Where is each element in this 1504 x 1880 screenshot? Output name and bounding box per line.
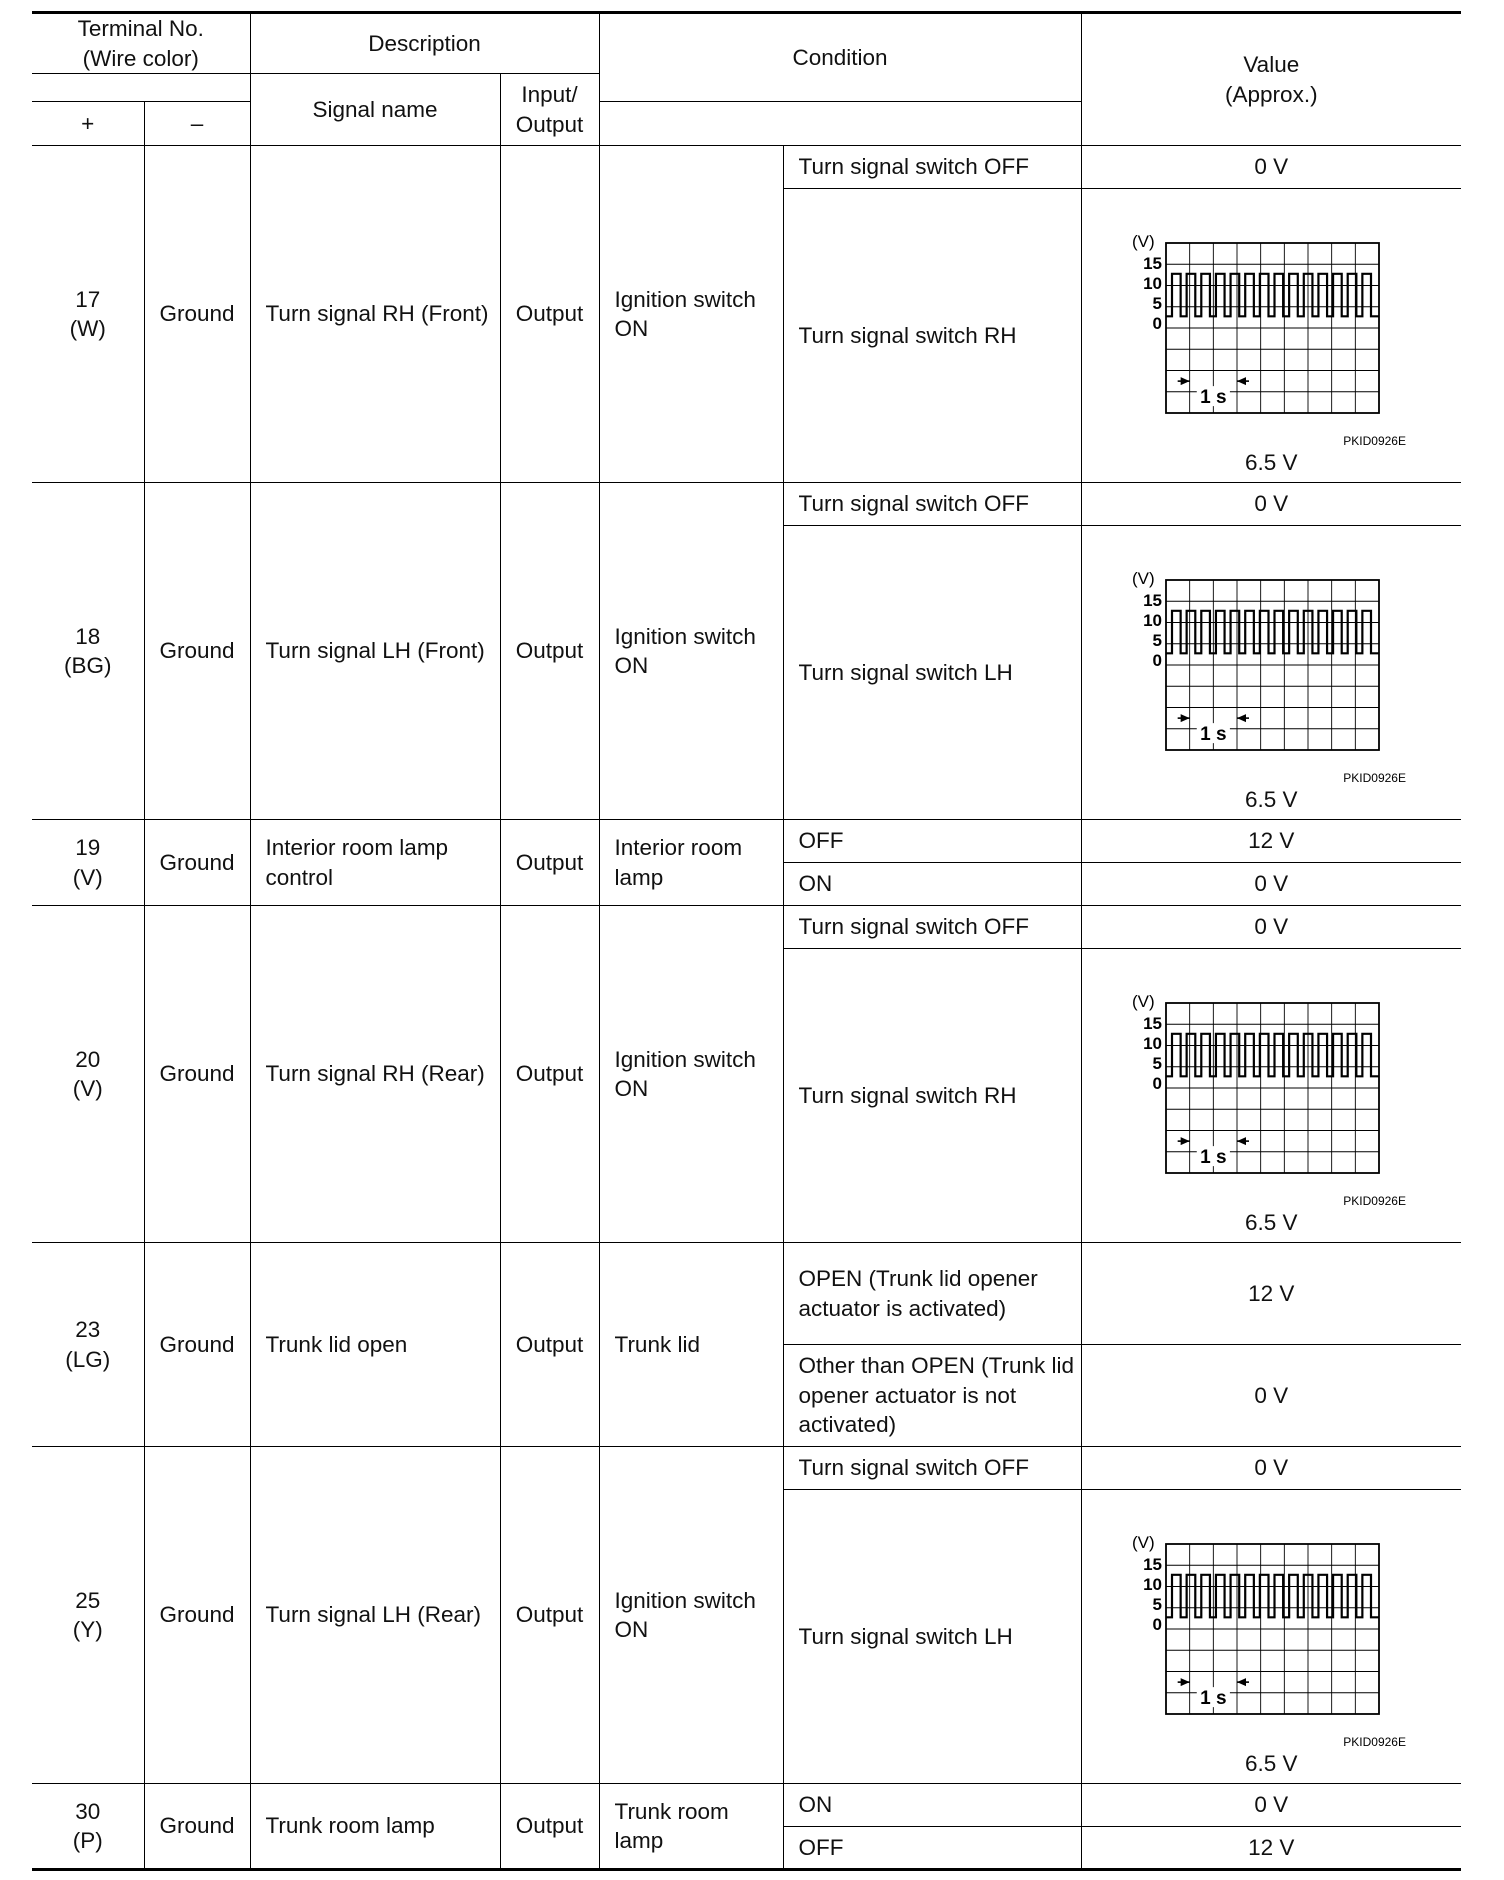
figure-id: PKID0926E: [1343, 1194, 1407, 1208]
wire-color: (P): [72, 1828, 103, 1853]
ground-cell: Ground: [144, 906, 250, 1243]
terminal-number: 25: [75, 1587, 101, 1613]
figure-id: PKID0926E: [1343, 771, 1407, 785]
plus-header: +: [32, 102, 144, 146]
condition-main-cell: Ignition switch ON: [599, 906, 783, 1243]
y-tick-label: 15: [1143, 591, 1163, 610]
value-text: 6.5 V: [1245, 1751, 1298, 1776]
terminal-cell: [32, 906, 144, 1243]
io-cell: Output: [500, 1784, 599, 1870]
condition-sub-cell: Turn signal switch RH: [783, 189, 1081, 483]
value-waveform-cell: [1081, 949, 1461, 1243]
io-cell: Output: [500, 483, 599, 820]
wire-color: (V): [72, 864, 103, 890]
value-cell: 12 V: [1081, 820, 1461, 863]
condition-main-cell: Trunk lid: [599, 1243, 783, 1447]
figure-id: PKID0926E: [1343, 434, 1407, 448]
value-cell: 0 V: [1081, 483, 1461, 526]
wire-color: (LG): [65, 1346, 111, 1372]
value-cell: 0 V: [1081, 863, 1461, 906]
ground-cell: Ground: [144, 1447, 250, 1784]
table-row: [32, 483, 1461, 526]
terminal-table: [32, 11, 1461, 1871]
terminal-number: 17: [75, 286, 101, 312]
y-tick-label: 10: [1143, 1034, 1163, 1053]
waveform-chart: [1126, 1534, 1416, 1756]
time-scale-label: 1 s: [1200, 1147, 1227, 1169]
y-tick-label: 15: [1143, 1555, 1163, 1574]
description-header: Description: [250, 13, 599, 74]
ground-cell: Ground: [144, 820, 250, 906]
terminal-no-header: Terminal No. (Wire color): [32, 13, 250, 74]
value-text: 6.5 V: [1245, 450, 1298, 475]
condition-sub-cell: Turn signal switch OFF: [783, 146, 1081, 189]
signal-name-cell: Trunk room lamp: [250, 1784, 500, 1870]
value-cell: 12 V: [1081, 1827, 1461, 1870]
ground-cell: Ground: [144, 483, 250, 820]
condition-sub-cell: Turn signal switch LH: [783, 526, 1081, 820]
value-waveform-cell: [1081, 526, 1461, 820]
table-row: [32, 1243, 1461, 1345]
signal-name-cell: Turn signal LH (Rear): [250, 1447, 500, 1784]
signal-name-cell: Turn signal RH (Rear): [250, 906, 500, 1243]
y-tick-label: 5: [1152, 1595, 1163, 1614]
condition-main-cell: Ignition switch ON: [599, 146, 783, 483]
wire-color: (BG): [64, 653, 112, 678]
terminal-number: 23: [75, 1317, 101, 1342]
table-row: [32, 146, 1461, 189]
io-cell: Output: [500, 1243, 599, 1447]
waveform-chart: [1126, 570, 1416, 792]
value-header: Value (Approx.): [1081, 13, 1461, 146]
time-scale-label: 1 s: [1200, 1688, 1227, 1710]
value-cell: 0 V: [1081, 1447, 1461, 1490]
terminal-number: 30: [75, 1798, 101, 1824]
condition-sub-cell: ON: [783, 863, 1081, 906]
y-tick-label: 10: [1143, 274, 1163, 293]
y-tick-label: 0: [1152, 651, 1163, 670]
condition-sub-cell: Turn signal switch LH: [783, 1490, 1081, 1784]
value-cell: 0 V: [1081, 146, 1461, 189]
signal-name-header: Signal name: [250, 74, 500, 146]
io-cell: Output: [500, 1447, 599, 1784]
ground-cell: Ground: [144, 1784, 250, 1870]
time-scale-label: 1 s: [1200, 387, 1227, 409]
signal-name-cell: Trunk lid open: [250, 1243, 500, 1447]
condition-header: Condition: [599, 13, 1081, 102]
value-cell: 0 V: [1081, 1345, 1461, 1447]
y-tick-label: 15: [1143, 1014, 1163, 1033]
value-cell: 0 V: [1081, 906, 1461, 949]
terminal-cell: [32, 1243, 144, 1447]
wire-color: (Y): [72, 1617, 103, 1642]
value-waveform-cell: [1081, 1490, 1461, 1784]
y-tick-label: 10: [1143, 1575, 1163, 1594]
terminal-number: 19: [75, 835, 101, 860]
wire-color: (W): [69, 316, 106, 341]
y-unit: (V): [1132, 233, 1155, 251]
signal-name-cell: Turn signal RH (Front): [250, 146, 500, 483]
condition-sub-cell: Turn signal switch RH: [783, 949, 1081, 1243]
terminal-cell: [32, 820, 144, 906]
condition-main-cell: Ignition switch ON: [599, 1447, 783, 1784]
condition-main-cell: Interior room lamp: [599, 820, 783, 906]
y-unit: (V): [1132, 1534, 1155, 1552]
terminal-cell: [32, 1447, 144, 1784]
ground-cell: Ground: [144, 1243, 250, 1447]
condition-main-cell: Trunk room lamp: [599, 1784, 783, 1870]
value-cell: 0 V: [1081, 1784, 1461, 1827]
y-tick-label: 0: [1152, 314, 1163, 333]
signal-name-cell: Turn signal LH (Front): [250, 483, 500, 820]
y-unit: (V): [1132, 993, 1155, 1011]
condition-sub-cell: Turn signal switch OFF: [783, 483, 1081, 526]
waveform-chart: [1126, 233, 1416, 455]
y-tick-label: 0: [1152, 1074, 1163, 1093]
condition-main-cell: Ignition switch ON: [599, 483, 783, 820]
y-tick-label: 0: [1152, 1615, 1163, 1634]
table-row: [32, 1784, 1461, 1827]
terminal-cell: [32, 1784, 144, 1870]
terminal-cell: [32, 483, 144, 820]
condition-sub-cell: OPEN (Trunk lid opener actuator is activated): [783, 1243, 1081, 1345]
minus-header: –: [144, 102, 250, 146]
waveform-chart: [1126, 993, 1416, 1215]
condition-sub-cell: OFF: [783, 1827, 1081, 1870]
io-cell: Output: [500, 906, 599, 1243]
wire-color: (V): [72, 1076, 103, 1101]
y-unit: (V): [1132, 570, 1155, 588]
value-waveform-cell: [1081, 189, 1461, 483]
y-tick-label: 15: [1143, 254, 1163, 273]
value-cell: 12 V: [1081, 1243, 1461, 1345]
io-cell: Output: [500, 820, 599, 906]
y-tick-label: 5: [1152, 1054, 1163, 1073]
y-tick-label: 5: [1152, 631, 1163, 650]
time-scale-label: 1 s: [1200, 724, 1227, 746]
condition-sub-cell: Other than OPEN (Trunk lid opener actuator is not activated): [783, 1345, 1081, 1447]
condition-sub-cell: ON: [783, 1784, 1081, 1827]
table-row: [32, 820, 1461, 863]
ground-cell: Ground: [144, 146, 250, 483]
input-output-header: Input/ Output: [500, 74, 599, 146]
y-tick-label: 10: [1143, 611, 1163, 630]
terminal-number: 20: [75, 1046, 101, 1072]
figure-id: PKID0926E: [1343, 1735, 1407, 1749]
terminal-number: 18: [75, 623, 101, 649]
condition-sub-cell: Turn signal switch OFF: [783, 906, 1081, 949]
table-row: [32, 1447, 1461, 1490]
value-text: 6.5 V: [1245, 1210, 1298, 1235]
condition-sub-cell: Turn signal switch OFF: [783, 1447, 1081, 1490]
value-text: 6.5 V: [1245, 787, 1298, 812]
condition-sub-cell: OFF: [783, 820, 1081, 863]
y-tick-label: 5: [1152, 294, 1163, 313]
io-cell: Output: [500, 146, 599, 483]
table-row: [32, 906, 1461, 949]
terminal-cell: [32, 146, 144, 483]
signal-name-cell: Interior room lamp control: [250, 820, 500, 906]
